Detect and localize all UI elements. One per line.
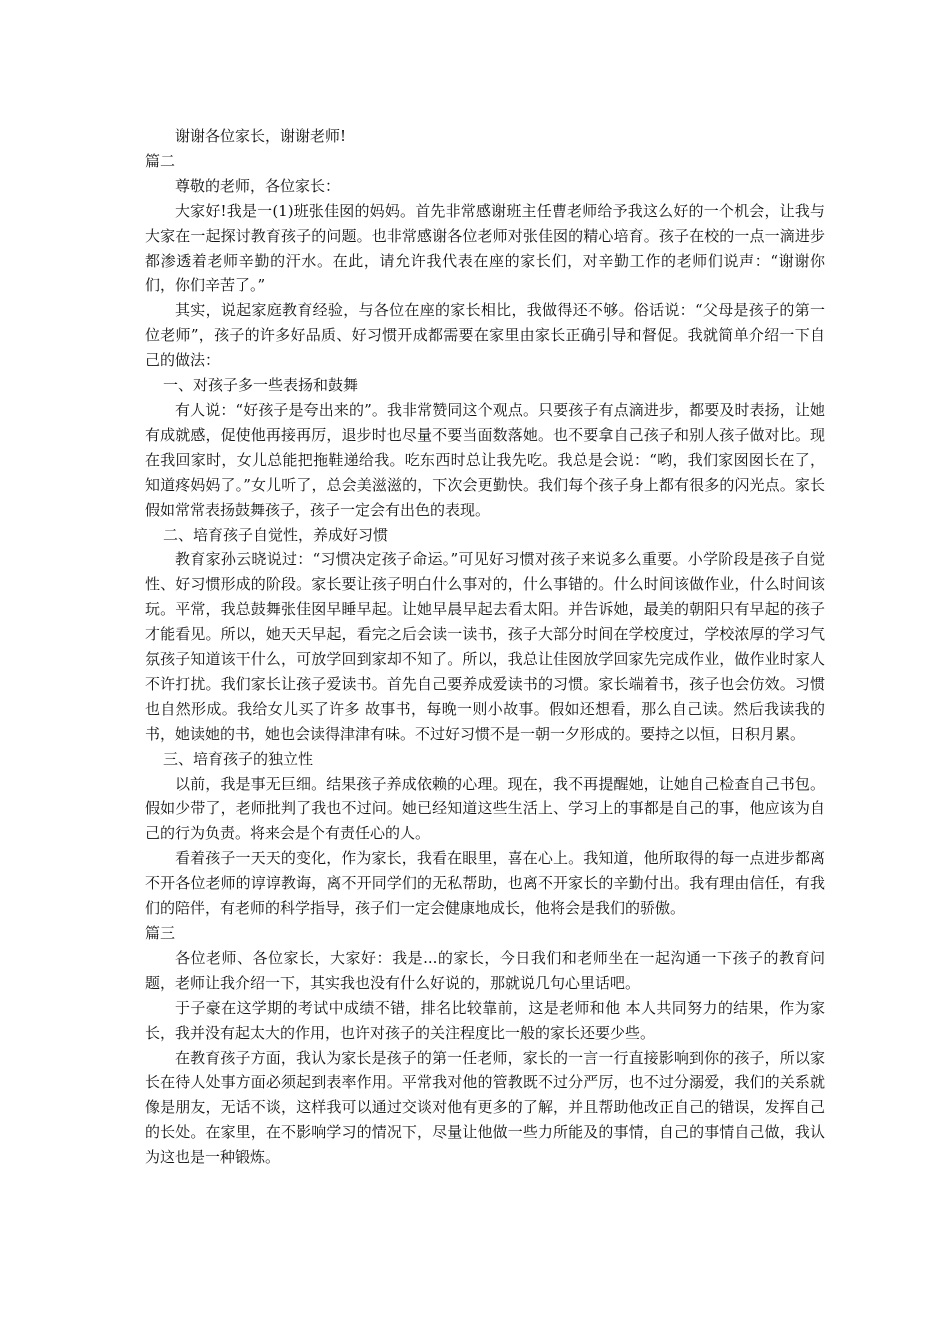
section-heading-part-two: 篇二 — [145, 151, 176, 170]
subheading-independence: 三、培育孩子的独立性 — [163, 749, 314, 768]
paragraph-salutation: 尊敬的老师，各位家长： — [175, 176, 341, 195]
paragraph-introduction: 大家好!我是一(1)班张佳囡的妈妈。首先非常感谢班主任曹老师给予我这么好的一个机会，让我与大家在一起探讨教育孩子的问题。也非常感谢各位老师对张佳囡的精心培育。孩子在校的一点一滴进步都渗透着老师辛勤的汗水。在此，请允许我代表在座的家长们，对辛勤工作的老师们说声：“谢谢你们，你们辛苦了。” — [145, 201, 825, 295]
paragraph-praise: 有人说：“好孩子是夸出来的”。我非常赞同这个观点。只要孩子有点滴进步，都要及时表扬，让她有成就感，促使他再接再厉，退步时也尽量不要当面数落她。也不要拿自己孩子和别人孩子做对比。现在我回家时，女儿总能把拖鞋递给我。吃东西时总让我先吃。我总是会说：“哟，我们家囡囡长在了，知道疼妈妈了。”女儿听了，总会美滋滋的，下次会更勤快。我们每个孩子身上都有很多的闪光点。家长假如常常表扬鼓舞孩子，孩子一定会有出色的表现。 — [145, 400, 825, 519]
paragraph-greeting: 各位老师、各位家长，大家好：我是...的家长，今日我们和老师坐在一起沟通一下孩子的教育问题，老师让我介绍一下，其实我也没有什么好说的，那就说几句心里话吧。 — [145, 948, 825, 992]
document-body — [145, 124, 825, 1170]
paragraph-independence: 以前，我是事无巨细。结果孩子养成依赖的心理。现在，我不再提醒她，让她自己检查自己书包。假如少带了，老师批判了我也不过问。她已经知道这些生活上、学习上的事都是自己的事，他应该为自己的行为负责。将来会是个有责任心的人。 — [145, 774, 825, 843]
paragraph-closing-thanks: 谢谢各位家长，谢谢老师! — [175, 127, 347, 145]
paragraph-habits: 教育家孙云晓说过：“习惯决定孩子命运。”可见好习惯对孩子来说多么重要。小学阶段是孩子自觉性、好习惯形成的阶段。家长要让孩子明白什么事对的，什么事错的。什么时间该做作业，什么时间该玩。平常，我总鼓舞张佳囡早睡早起。让她早晨早起去看太阳。并告诉她，最美的朝阳只有早起的孩子才能看见。所以，她天天早起，看完之后会读一读书，孩子大部分时间在学校度过，学校浓厚的学习气氛孩子知道该干什么，可放学回到家却不知了。所以，我总让佳囡放学回家先完成作业，做作业时家人不许打扰。我们家长让孩子爱读书。首先自己要养成爱读书的习惯。家长端着书，孩子也会仿效。习惯也自然形成。我给女儿买了许多 故事书，每晚一则小故事。假如还想看，那么自己读。然后我读我的书，她读她的书，她也会读得津津有味。不过好习惯不是一朝一夕形成的。要持之以恒，日积月累。 — [145, 550, 825, 743]
subheading-praise: 一、对孩子多一些表扬和鼓舞 — [163, 376, 359, 395]
paragraph-results: 于子豪在这学期的考试中成绩不错，排名比较靠前，这是老师和他 本人共同努力的结果，作为家长，我并没有起太大的作用，也许对孩子的关注程度比一般的家长还要少些。 — [145, 998, 825, 1042]
subheading-habits: 二、培育孩子自觉性，养成好习惯 — [163, 525, 389, 544]
section-heading-part-three: 篇三 — [145, 924, 176, 942]
paragraph-experience: 其实，说起家庭教育经验，与各位在座的家长相比，我做得还不够。俗话说：“父母是孩子的第一位老师”，孩子的许多好品质、好习惯开成都需要在家里由家长正确引导和督促。我就简单介绍一下自己的做法： — [145, 301, 825, 370]
paragraph-parenting: 在教育孩子方面，我认为家长是孩子的第一任老师，家长的一言一行直接影响到你的孩子，所以家长在待人处事方面必须起到表率作用。平常我对他的管教既不过分严厉，也不过分溺爱，我们的关系就像是朋友，无话不谈，这样我可以通过交谈对他有更多的了解，并且帮助他改正自己的错误，发挥自己的长处。在家里，在不影响学习的情况下，尽量让他做一些力所能及的事情，自己的事情自己做，我认为这也是一种锻炼。 — [145, 1048, 825, 1167]
paragraph-gratitude: 看着孩子一天天的变化，作为家长，我看在眼里，喜在心上。我知道，他所取得的每一点进步都离不开各位老师的谆谆教诲，离不开同学们的无私帮助，也离不开家长的辛勤付出。我有理由信任，有我们的陪伴，有老师的科学指导，孩子们一定会健康地成长，他将会是我们的骄傲。 — [145, 849, 825, 918]
